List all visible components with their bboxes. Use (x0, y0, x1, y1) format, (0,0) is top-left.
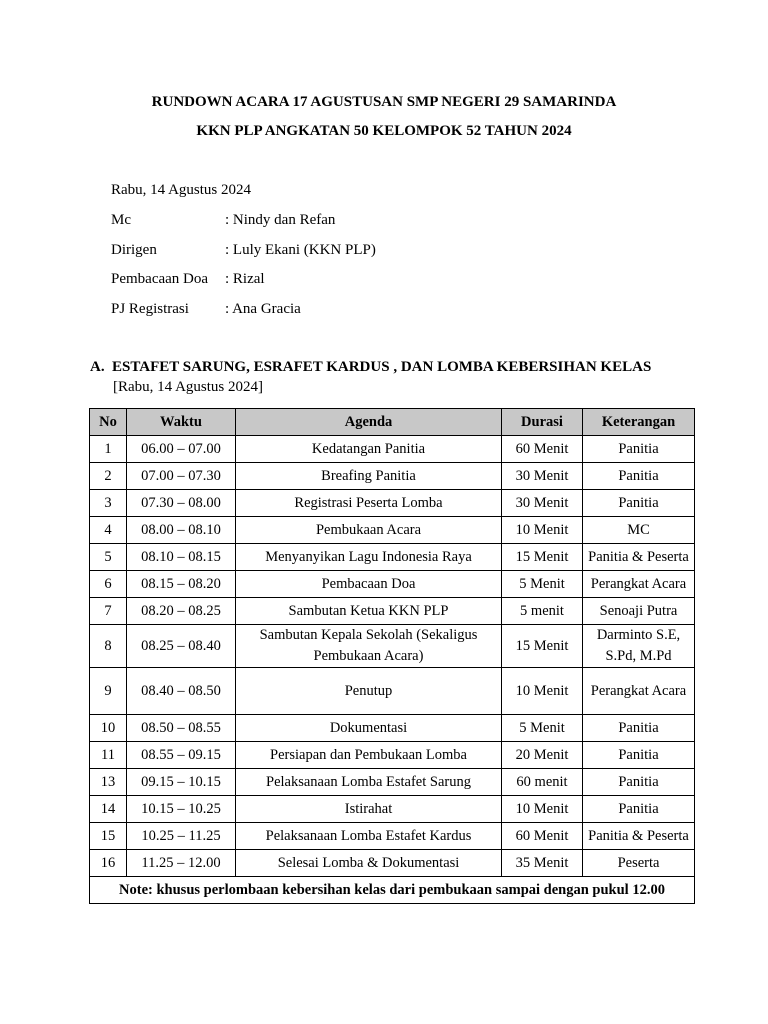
cell-durasi: 15 Menit (502, 544, 583, 571)
cell-durasi: 10 Menit (502, 668, 583, 715)
cell-agenda: Pelaksanaan Lomba Estafet Sarung (236, 769, 502, 796)
table-note-row (90, 877, 695, 904)
cell-no: 16 (90, 850, 127, 877)
cell-durasi: 60 Menit (502, 436, 583, 463)
cell-no: 6 (90, 571, 127, 598)
document-title: RUNDOWN ACARA 17 AGUSTUSAN SMP NEGERI 29 SAMARINDA (151, 94, 617, 110)
cell-waktu: 08.10 – 08.15 (127, 544, 236, 571)
table-row (90, 436, 695, 463)
cell-waktu: 08.25 – 08.40 (127, 625, 236, 668)
cell-keterangan: Panitia (583, 490, 695, 517)
cell-agenda: Selesai Lomba & Dokumentasi (236, 850, 502, 877)
table-row (90, 742, 695, 769)
cell-no: 8 (90, 625, 127, 668)
cell-keterangan: Panitia & Peserta (583, 544, 695, 571)
section-letter: A. (90, 359, 105, 375)
table-row (90, 823, 695, 850)
cell-waktu: 07.00 – 07.30 (127, 463, 236, 490)
info-value: : Luly Ekani (KKN PLP) (225, 242, 376, 258)
table-header-row (90, 409, 695, 436)
cell-agenda: Pembacaan Doa (236, 571, 502, 598)
table-row (90, 850, 695, 877)
cell-agenda: Kedatangan Panitia (236, 436, 502, 463)
table-row (90, 544, 695, 571)
cell-agenda: Pelaksanaan Lomba Estafet Kardus (236, 823, 502, 850)
table-row (90, 517, 695, 544)
cell-durasi: 5 Menit (502, 571, 583, 598)
cell-agenda: Persiapan dan Pembukaan Lomba (236, 742, 502, 769)
cell-keterangan: Panitia (583, 742, 695, 769)
info-value: : Nindy dan Refan (225, 212, 336, 228)
cell-agenda: Pembukaan Acara (236, 517, 502, 544)
cell-no: 13 (90, 769, 127, 796)
column-header-no: No (90, 409, 127, 436)
cell-durasi: 10 Menit (502, 517, 583, 544)
cell-durasi: 5 menit (502, 598, 583, 625)
cell-no: 15 (90, 823, 127, 850)
cell-waktu: 11.25 – 12.00 (127, 850, 236, 877)
cell-keterangan: Senoaji Putra (583, 598, 695, 625)
column-header-agenda: Agenda (236, 409, 502, 436)
cell-agenda: Istirahat (236, 796, 502, 823)
table-row (90, 490, 695, 517)
info-value: : Ana Gracia (225, 301, 301, 317)
cell-durasi: 30 Menit (502, 463, 583, 490)
column-header-waktu: Waktu (127, 409, 236, 436)
cell-keterangan: Darminto S.E, S.Pd, M.Pd (583, 625, 695, 668)
cell-agenda: Sambutan Ketua KKN PLP (236, 598, 502, 625)
cell-waktu: 08.15 – 08.20 (127, 571, 236, 598)
cell-waktu: 08.40 – 08.50 (127, 668, 236, 715)
table-row (90, 796, 695, 823)
cell-waktu: 08.20 – 08.25 (127, 598, 236, 625)
cell-waktu: 07.30 – 08.00 (127, 490, 236, 517)
cell-keterangan: Panitia (583, 796, 695, 823)
cell-waktu: 06.00 – 07.00 (127, 436, 236, 463)
table-note: Note: khusus perlombaan kebersihan kelas dari pembukaan sampai dengan pukul 12.00 (90, 877, 695, 904)
cell-keterangan: Perangkat Acara (583, 668, 695, 715)
cell-durasi: 60 menit (502, 769, 583, 796)
info-label: Mc (111, 212, 131, 228)
cell-agenda: Registrasi Peserta Lomba (236, 490, 502, 517)
cell-durasi: 15 Menit (502, 625, 583, 668)
column-header-keterangan: Keterangan (583, 409, 695, 436)
cell-waktu: 08.50 – 08.55 (127, 715, 236, 742)
table-row (90, 769, 695, 796)
event-date: Rabu, 14 Agustus 2024 (111, 182, 252, 198)
info-label: Dirigen (111, 242, 157, 258)
table-row (90, 625, 695, 668)
cell-durasi: 60 Menit (502, 823, 583, 850)
cell-no: 9 (90, 668, 127, 715)
cell-no: 1 (90, 436, 127, 463)
cell-agenda: Breafing Panitia (236, 463, 502, 490)
table-row (90, 571, 695, 598)
cell-no: 2 (90, 463, 127, 490)
cell-durasi: 30 Menit (502, 490, 583, 517)
cell-agenda: Sambutan Kepala Sekolah (Sekaligus Pembukaan Acara) (236, 625, 502, 668)
cell-no: 7 (90, 598, 127, 625)
cell-durasi: 5 Menit (502, 715, 583, 742)
table-row (90, 715, 695, 742)
cell-agenda: Penutup (236, 668, 502, 715)
table-body (90, 436, 695, 877)
info-label: Pembacaan Doa (111, 271, 209, 287)
info-label: PJ Registrasi (111, 301, 189, 317)
cell-durasi: 10 Menit (502, 796, 583, 823)
cell-no: 4 (90, 517, 127, 544)
section-title: ESTAFET SARUNG, ESRAFET KARDUS , DAN LOMBA KEBERSIHAN KELAS (112, 359, 652, 375)
cell-keterangan: Panitia (583, 715, 695, 742)
table-row (90, 598, 695, 625)
cell-waktu: 10.15 – 10.25 (127, 796, 236, 823)
cell-keterangan: Panitia (583, 463, 695, 490)
cell-waktu: 08.00 – 08.10 (127, 517, 236, 544)
cell-keterangan: Panitia (583, 769, 695, 796)
cell-no: 11 (90, 742, 127, 769)
rundown-table (89, 408, 695, 904)
cell-no: 14 (90, 796, 127, 823)
section-date: [Rabu, 14 Agustus 2024] (113, 379, 263, 395)
cell-keterangan: MC (583, 517, 695, 544)
table-row (90, 463, 695, 490)
section-heading (90, 359, 651, 376)
cell-keterangan: Panitia (583, 436, 695, 463)
cell-waktu: 08.55 – 09.15 (127, 742, 236, 769)
document-subtitle: KKN PLP ANGKATAN 50 KELOMPOK 52 TAHUN 2024 (196, 123, 572, 139)
cell-durasi: 20 Menit (502, 742, 583, 769)
cell-no: 3 (90, 490, 127, 517)
cell-no: 10 (90, 715, 127, 742)
cell-keterangan: Perangkat Acara (583, 571, 695, 598)
cell-waktu: 10.25 – 11.25 (127, 823, 236, 850)
cell-durasi: 35 Menit (502, 850, 583, 877)
column-header-durasi: Durasi (502, 409, 583, 436)
info-value: : Rizal (225, 271, 265, 287)
cell-agenda: Menyanyikan Lagu Indonesia Raya (236, 544, 502, 571)
cell-no: 5 (90, 544, 127, 571)
cell-waktu: 09.15 – 10.15 (127, 769, 236, 796)
cell-keterangan: Panitia & Peserta (583, 823, 695, 850)
table-row (90, 668, 695, 715)
cell-keterangan: Peserta (583, 850, 695, 877)
cell-agenda: Dokumentasi (236, 715, 502, 742)
